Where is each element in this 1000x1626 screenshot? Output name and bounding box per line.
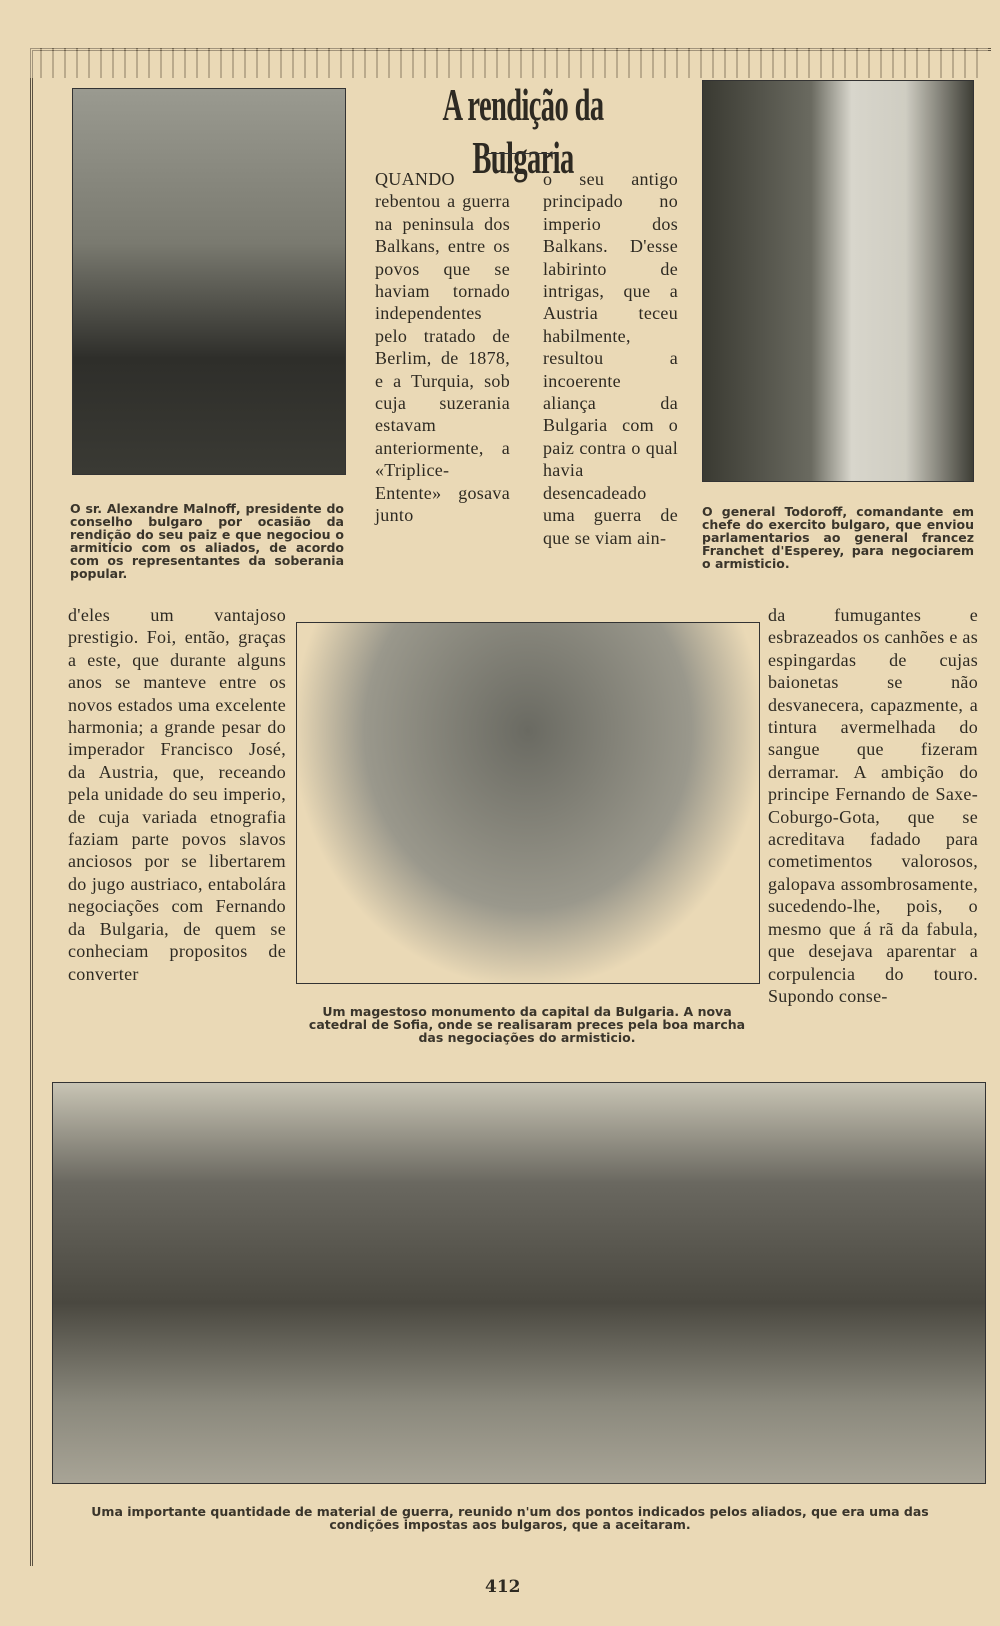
article-title: A rendição da Bulgaria xyxy=(442,79,604,183)
article-column-1: QUANDO rebentou a guerra na peninsula dos Balkans, entre os povos que se haviam tornado independentes pelo tratado de Berlim, de 1878, e a Turquia, sob cuja suzerania estavam anteriormente, a «Triplice-Entente» gosava junto xyxy=(375,169,510,526)
photo-sofia-cathedral xyxy=(296,622,760,984)
caption-todoroff: O general Todoroff, comandante em chefe do exercito bulgaro, que enviou parlamentarios ao general francez Franchet d'Esperey, para negociarem o armisticio. xyxy=(702,504,974,571)
page-number: 412 xyxy=(485,1577,521,1597)
caption-artillery: Uma importante quantidade de material de guerra, reunido n'um dos pontos indicados pelos aliados, que era uma das condições impostas aos bulgaros, que a aceitaram. xyxy=(91,1504,929,1532)
article-column-3: d'eles um vantajoso prestigio. Foi, então, graças a este, que durante alguns anos se manteve entre os novos estados uma excelente harmonia; a grande pesar do imperador Francisco José, da Austria, que, receando pela unidade do seu imperio, de cuja variada etnografia faziam parte povos slavos anciosos por se libertarem do jugo austriaco, entabolára negociações com Fernando da Bulgaria, de quem se conheciam propositos de converter xyxy=(68,605,286,984)
article-column-4: da fumugantes e esbrazeados os canhões e as espingardas de cujas baionetas se não desvanecera, capazmente, a tintura avermelhada do sangue que fizeram derramar. A ambição do principe Fernando de Saxe-Coburgo-Gota, que se acreditava fadado para cometimentos valorosos, galopava assombrosamente, sucedendo-lhe, pois, o mesmo que á rã da fabula, que desejava aparentar a corpulencia do touro. Supondo conse- xyxy=(768,605,979,1006)
photo-war-material xyxy=(52,1082,986,1484)
photo-malnoff-portrait xyxy=(72,88,346,475)
photo-todoroff-portrait xyxy=(702,80,974,482)
caption-cathedral: Um magestoso monumento da capital da Bulgaria. A nova catedral de Sofia, onde se realisaram preces pela boa marcha das negociações do armisticio. xyxy=(308,1004,746,1045)
ornamental-border xyxy=(30,48,988,78)
caption-malnoff: O sr. Alexandre Malnoff, presidente do conselho bulgaro por ocasião da rendição do seu paiz e que negociou o armiticio com os aliados, de acordo com os representantes da soberania popular. xyxy=(70,501,344,581)
article-column-2: o seu antigo principado no imperio dos Balkans. D'esse labirinto de intrigas, que a Austria teceu habilmente, resultou a incoerente aliança da Bulgaria com o paiz contra o qual havia desencadeado uma guerra de que se viam ain- xyxy=(543,169,678,548)
title-rule xyxy=(485,153,557,154)
